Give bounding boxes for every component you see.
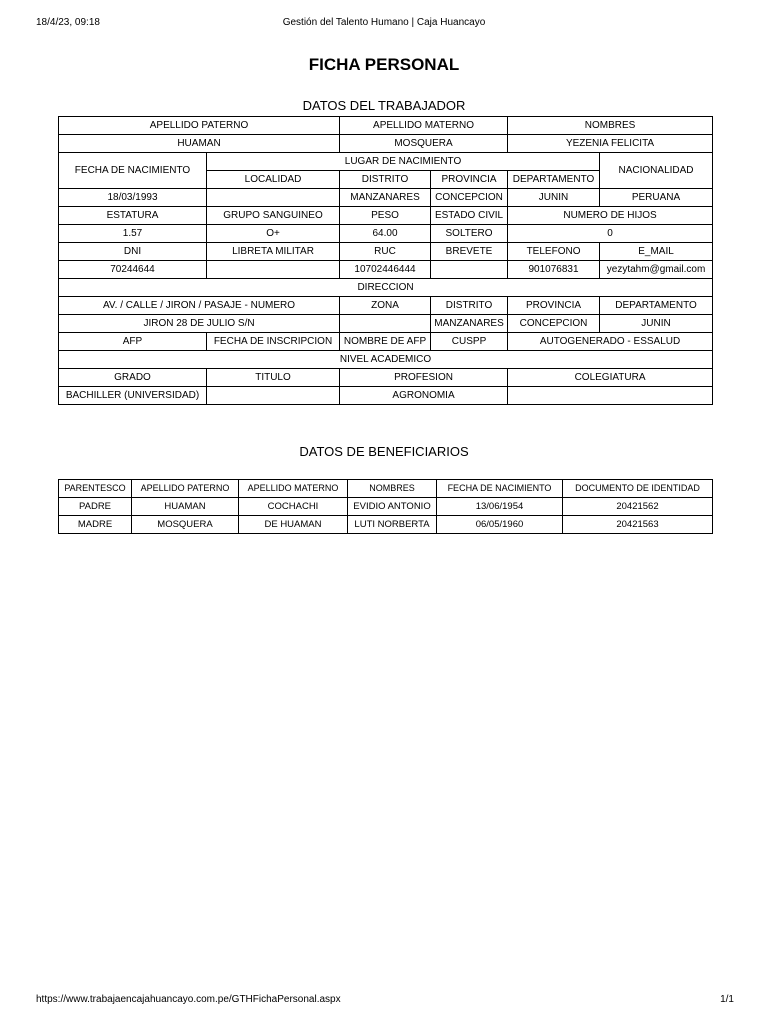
worker-data-table (58, 116, 713, 405)
label-nivel-academico: NIVEL ACADEMICO (59, 351, 713, 369)
worker-section-heading: DATOS DEL TRABAJADOR (302, 98, 466, 113)
label-fecha-nacimiento: FECHA DE NACIMIENTO (59, 153, 207, 189)
label-apellido-paterno: APELLIDO PATERNO (59, 117, 340, 135)
value-titulo (207, 387, 340, 405)
table-cell: 13/06/1954 (437, 498, 563, 516)
label-zona: ZONA (340, 297, 431, 315)
table-cell: COCHACHI (239, 498, 348, 516)
value-libreta-militar (207, 261, 340, 279)
value-dir-distrito: MANZANARES (431, 315, 508, 333)
table-cell: LUTI NORBERTA (348, 516, 437, 534)
label-provincia: PROVINCIA (431, 171, 508, 189)
value-provincia: CONCEPCION (431, 189, 508, 207)
beneficiaries-table (58, 479, 713, 534)
column-header: APELLIDO PATERNO (132, 480, 239, 498)
label-departamento: DEPARTAMENTO (508, 171, 600, 189)
label-fecha-inscripcion: FECHA DE INSCRIPCION (207, 333, 340, 351)
value-ruc: 10702446444 (340, 261, 431, 279)
column-header: PARENTESCO (59, 480, 132, 498)
label-autogenerado: AUTOGENERADO - ESSALUD (508, 333, 713, 351)
label-profesion: PROFESION (340, 369, 508, 387)
table-row (59, 516, 713, 534)
print-datetime: 18/4/23, 09:18 (36, 17, 100, 28)
value-grado: BACHILLER (UNIVERSIDAD) (59, 387, 207, 405)
label-apellido-materno: APELLIDO MATERNO (340, 117, 508, 135)
value-peso: 64.00 (340, 225, 431, 243)
value-zona (340, 315, 431, 333)
label-dir-distrito: DISTRITO (431, 297, 508, 315)
beneficiaries-section-heading: DATOS DE BENEFICIARIOS (299, 444, 469, 459)
label-nacionalidad: NACIONALIDAD (600, 153, 713, 189)
column-header: NOMBRES (348, 480, 437, 498)
label-direccion: DIRECCION (59, 279, 713, 297)
label-grupo-sanguineo: GRUPO SANGUINEO (207, 207, 340, 225)
label-titulo: TITULO (207, 369, 340, 387)
label-email: E_MAIL (600, 243, 713, 261)
value-telefono: 901076831 (508, 261, 600, 279)
table-cell: 20421563 (563, 516, 713, 534)
value-email: yezytahm@gmail.com (600, 261, 713, 279)
label-colegiatura: COLEGIATURA (508, 369, 713, 387)
label-libreta-militar: LIBRETA MILITAR (207, 243, 340, 261)
label-afp: AFP (59, 333, 207, 351)
label-nombre-afp: NOMBRE DE AFP (340, 333, 431, 351)
value-nacionalidad: PERUANA (600, 189, 713, 207)
column-header: APELLIDO MATERNO (239, 480, 348, 498)
value-colegiatura (508, 387, 713, 405)
table-cell: PADRE (59, 498, 132, 516)
value-nombres: YEZENIA FELICITA (508, 135, 713, 153)
value-apellido-paterno: HUAMAN (59, 135, 340, 153)
value-fecha-nacimiento: 18/03/1993 (59, 189, 207, 207)
column-header: FECHA DE NACIMIENTO (437, 480, 563, 498)
label-dir-departamento: DEPARTAMENTO (600, 297, 713, 315)
label-dni: DNI (59, 243, 207, 261)
table-row (59, 498, 713, 516)
table-cell: MADRE (59, 516, 132, 534)
table-cell: 20421562 (563, 498, 713, 516)
value-profesion: AGRONOMIA (340, 387, 508, 405)
value-dir-provincia: CONCEPCION (508, 315, 600, 333)
label-telefono: TELEFONO (508, 243, 600, 261)
label-calle: AV. / CALLE / JIRON / PASAJE - NUMERO (59, 297, 340, 315)
value-apellido-materno: MOSQUERA (340, 135, 508, 153)
value-departamento: JUNIN (508, 189, 600, 207)
label-estado-civil: ESTADO CIVIL (431, 207, 508, 225)
value-dni: 70244644 (59, 261, 207, 279)
label-cuspp: CUSPP (431, 333, 508, 351)
label-estatura: ESTATURA (59, 207, 207, 225)
table-cell: DE HUAMAN (239, 516, 348, 534)
table-cell: HUAMAN (132, 498, 239, 516)
value-brevete (431, 261, 508, 279)
label-distrito: DISTRITO (340, 171, 431, 189)
column-header: DOCUMENTO DE IDENTIDAD (563, 480, 713, 498)
value-estado-civil: SOLTERO (431, 225, 508, 243)
label-localidad: LOCALIDAD (207, 171, 340, 189)
value-distrito: MANZANARES (340, 189, 431, 207)
table-cell: 06/05/1960 (437, 516, 563, 534)
value-grupo-sanguineo: O+ (207, 225, 340, 243)
table-cell: MOSQUERA (132, 516, 239, 534)
label-numero-hijos: NUMERO DE HIJOS (508, 207, 713, 225)
label-peso: PESO (340, 207, 431, 225)
print-page-number: 1/1 (720, 994, 734, 1005)
print-page-title: Gestión del Talento Humano | Caja Huancayo (282, 17, 486, 28)
table-cell: EVIDIO ANTONIO (348, 498, 437, 516)
value-calle: JIRON 28 DE JULIO S/N (59, 315, 340, 333)
value-dir-departamento: JUNIN (600, 315, 713, 333)
document-title: FICHA PERSONAL (308, 55, 460, 74)
print-url: https://www.trabajaencajahuancayo.com.pe/GTHFichaPersonal.aspx (36, 994, 341, 1005)
label-grado: GRADO (59, 369, 207, 387)
value-localidad (207, 189, 340, 207)
value-numero-hijos: 0 (508, 225, 713, 243)
value-estatura: 1.57 (59, 225, 207, 243)
label-lugar-nacimiento: LUGAR DE NACIMIENTO (207, 153, 600, 171)
label-brevete: BREVETE (431, 243, 508, 261)
label-ruc: RUC (340, 243, 431, 261)
label-nombres: NOMBRES (508, 117, 713, 135)
label-dir-provincia: PROVINCIA (508, 297, 600, 315)
